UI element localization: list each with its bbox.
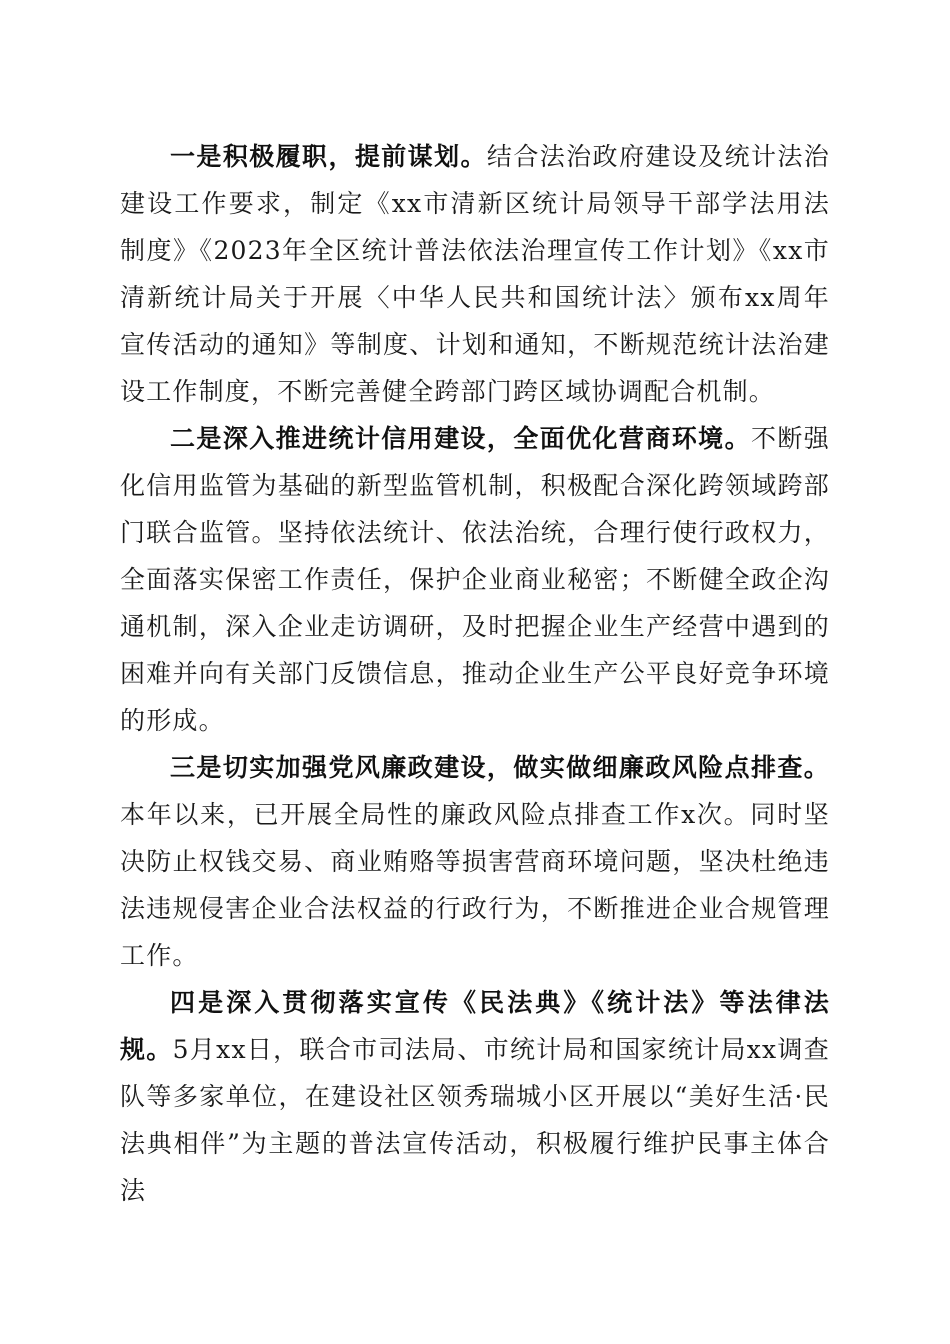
paragraph-3-text: 本年以来，已开展全局性的廉政风险点排查工作x次。同时坚决防止权钱交易、商业贿赂等损害营商环境问题，坚决杜绝违法违规侵害企业合法权益的行政行为，不断推进企业合规管理工作。 — [120, 800, 830, 970]
paragraph-3 — [120, 744, 830, 979]
paragraph-1 — [120, 133, 830, 415]
paragraph-4-heading: 四是深入贯彻落实宣传《民法典》《统计法》等法律法规。 — [120, 988, 830, 1064]
document-body — [120, 133, 830, 1214]
paragraph-2-text: 不断强化信用监管为基础的新型监管机制，积极配合深化跨领域跨部门联合监管。坚持依法统计、依法治统，合理行使行政权力，全面落实保密工作责任，保护企业商业秘密；不断健全政企沟通机制，深入企业走访调研，及时把握企业生产经营中遇到的困难并向有关部门反馈信息，推动企业生产公平良好竞争环境的形成。 — [120, 424, 831, 735]
paragraph-1-heading: 一是积极履职，提前谋划。 — [170, 142, 487, 171]
paragraph-2 — [120, 415, 830, 744]
paragraph-4-text: 5月xx日，联合市司法局、市统计局和国家统计局xx调查队等多家单位，在建设社区领秀瑞城小区开展以“美好生活·民法典相伴”为主题的普法宣传活动，积极履行维护民事主体合法 — [120, 1035, 830, 1205]
paragraph-2-heading: 二是深入推进统计信用建设，全面优化营商环境。 — [170, 424, 751, 453]
paragraph-3-heading: 三是切实加强党风廉政建设，做实做细廉政风险点排查。 — [170, 753, 830, 782]
paragraph-4 — [120, 979, 830, 1214]
paragraph-1-text: 结合法治政府建设及统计法治建设工作要求，制定《xx市清新区统计局领导干部学法用法制度》《2023年全区统计普法依法治理宣传工作计划》《xx市清新统计局关于开展〈中华人民共和国统计法〉颁布xx周年宣传活动的通知》等制度、计划和通知，不断规范统计法治建设工作制度，不断完善健全跨部门跨区域协调配合机制。 — [120, 142, 830, 406]
